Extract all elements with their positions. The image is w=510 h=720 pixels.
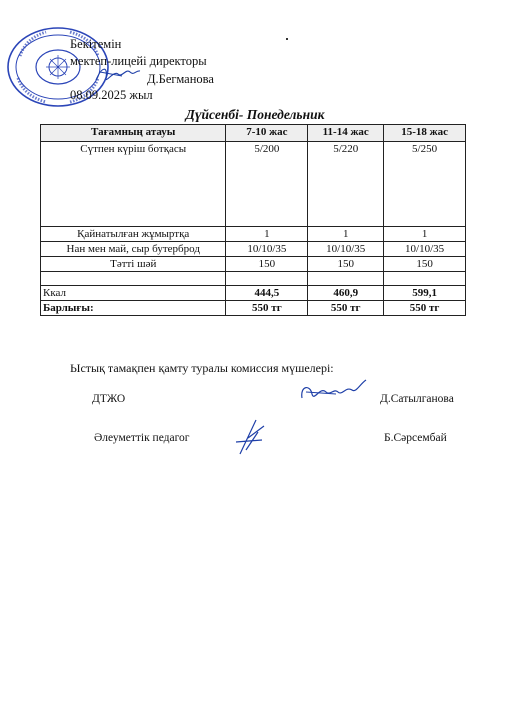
total-row: [41, 301, 466, 316]
header-age-11-14: 11-14 жас: [308, 125, 384, 142]
menu-title: Дүйсенбі- Понедельник: [185, 107, 325, 122]
total-label: Барлығы:: [41, 301, 226, 316]
empty-cell: [41, 272, 226, 286]
portion: 1: [384, 227, 466, 242]
portion: 5/200: [226, 142, 308, 227]
empty-cell: [226, 272, 308, 286]
commission-title: Ыстық тамақпен қамту туралы комиссия мүшелері:: [70, 361, 334, 375]
dish-name: Тәтті шәй: [41, 257, 226, 272]
dish-name: Сүтпен күріш ботқасы: [41, 142, 226, 227]
commission-member-name: Д.Сатылганова: [380, 393, 454, 405]
kcal-value: 599,1: [384, 286, 466, 301]
menu-table: [40, 124, 466, 316]
commission-role: ДТЖО: [92, 393, 126, 405]
director-name: Д.Бегманова: [147, 72, 214, 86]
table-header-row: [41, 125, 466, 142]
director-title: мектеп-лицейі директоры: [70, 54, 207, 68]
header-dish: Тағамның атауы: [41, 125, 226, 142]
empty-cell: [384, 272, 466, 286]
commission-role: Әлеуметтік педагог: [94, 432, 190, 444]
portion: 1: [308, 227, 384, 242]
portion: 10/10/35: [308, 242, 384, 257]
dish-name: Қайнатылған жұмыртқа: [41, 227, 226, 242]
portion: 10/10/35: [384, 242, 466, 257]
member-signature: [232, 418, 268, 458]
scan-speck: [286, 38, 288, 40]
header-age-15-18: 15-18 жас: [384, 125, 466, 142]
portion: 150: [308, 257, 384, 272]
portion: 150: [384, 257, 466, 272]
portion: 150: [226, 257, 308, 272]
total-price: 550 тг: [226, 301, 308, 316]
approval-date: 08.09.2025 жыл: [70, 88, 153, 102]
portion: 5/250: [384, 142, 466, 227]
director-signature: [92, 62, 142, 86]
kcal-value: 444,5: [226, 286, 308, 301]
empty-cell: [308, 272, 384, 286]
member-signature: [296, 376, 368, 406]
portion: 5/220: [308, 142, 384, 227]
table-row: [41, 257, 466, 272]
dish-name: Нан мен май, сыр бутерброд: [41, 242, 226, 257]
table-row: [41, 227, 466, 242]
empty-row: [41, 272, 466, 286]
portion: 1: [226, 227, 308, 242]
kcal-value: 460,9: [308, 286, 384, 301]
table-row: [41, 242, 466, 257]
total-price: 550 тг: [308, 301, 384, 316]
table-row: [41, 142, 466, 227]
kcal-label: Ккал: [41, 286, 226, 301]
header-age-7-10: 7-10 жас: [226, 125, 308, 142]
commission-member-name: Б.Сәрсембай: [384, 432, 447, 444]
kcal-row: [41, 286, 466, 301]
portion: 10/10/35: [226, 242, 308, 257]
total-price: 550 тг: [384, 301, 466, 316]
approval-line: Бекітемін: [70, 37, 122, 51]
